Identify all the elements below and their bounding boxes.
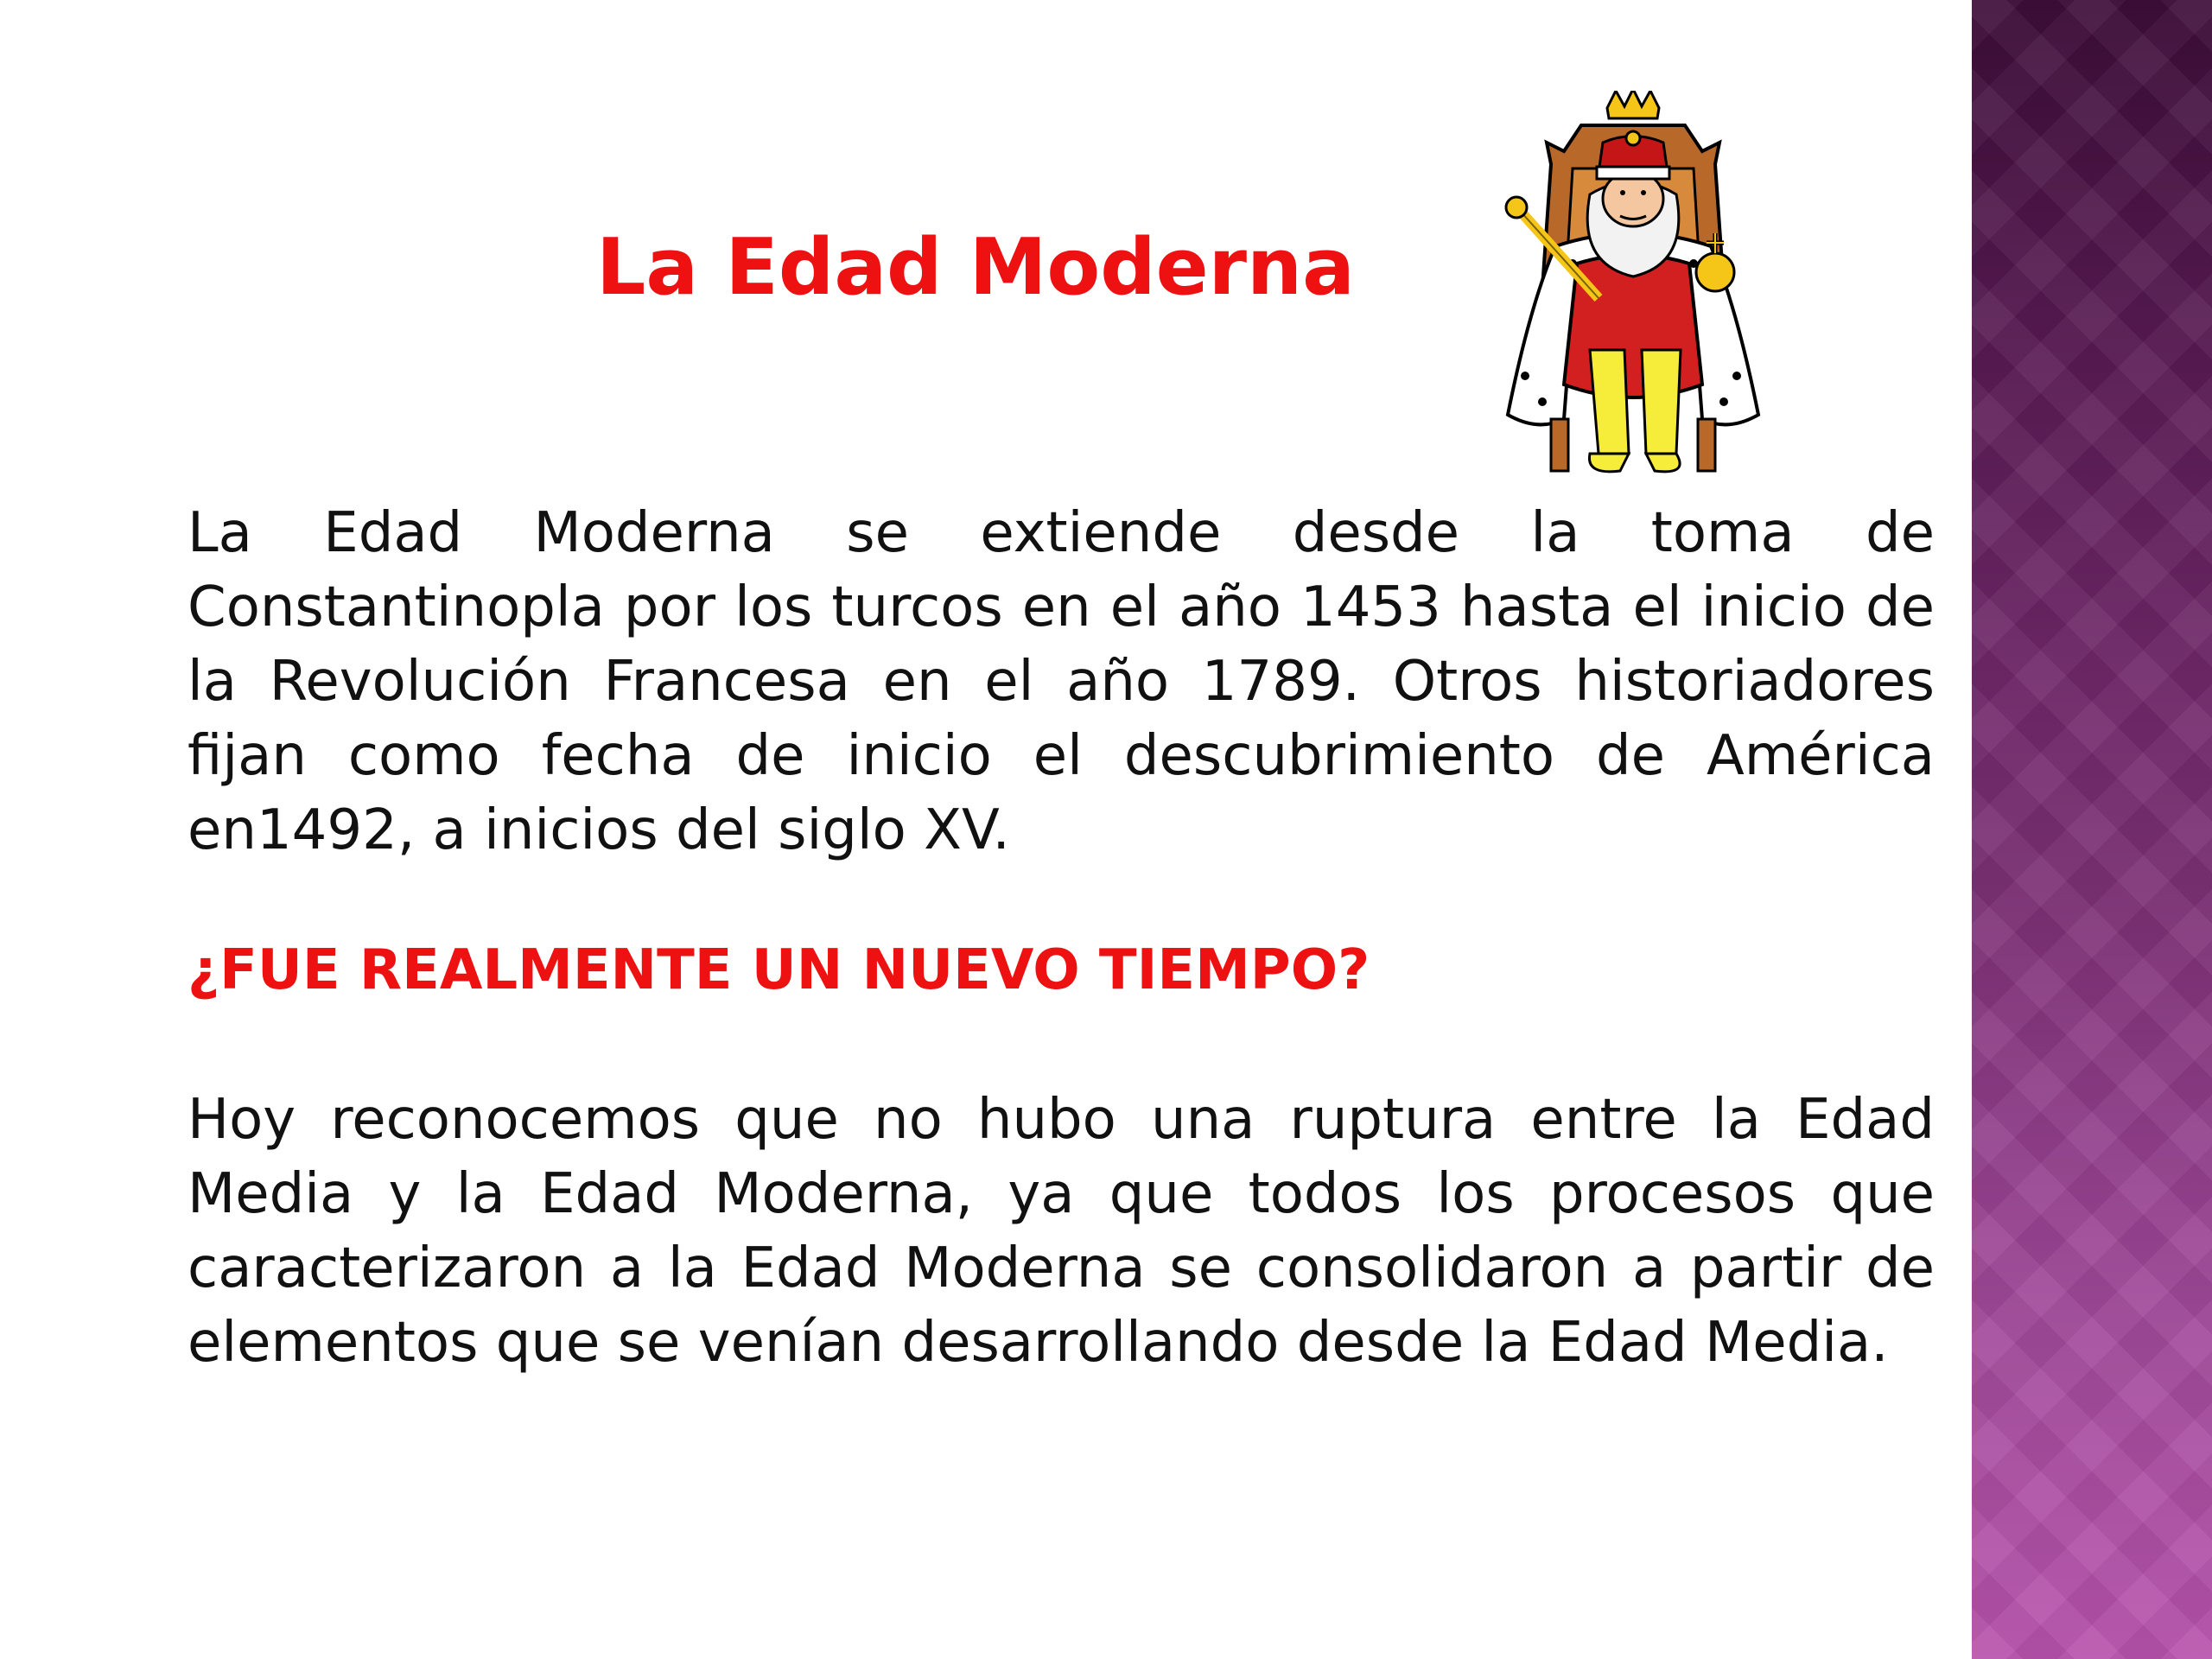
question-heading: ¿FUE REALMENTE UN NUEVO TIEMPO? xyxy=(188,938,1370,1002)
intro-paragraph: La Edad Moderna se extiende desde la toma de Constantinopla por los turcos en el año 1453 hasta el inicio de la Revolución Francesa en el año 1789. Otros historiadores fijan como fecha de inicio el descubrimiento de América en1492, a inicios del siglo XV. xyxy=(188,501,1935,862)
king-on-throne-icon xyxy=(1469,91,1797,480)
decorative-side-panel xyxy=(1972,0,2212,1659)
slide-title: La Edad Moderna xyxy=(596,222,1355,313)
answer-paragraph: Hoy reconocemos que no hubo una ruptura entre la Edad Media y la Edad Moderna, ya que todos los procesos que caracterizaron a la Edad Moderna se consolidaron a partir de elementos que se venían desarrollando desde la Edad Media. xyxy=(188,1088,1935,1375)
